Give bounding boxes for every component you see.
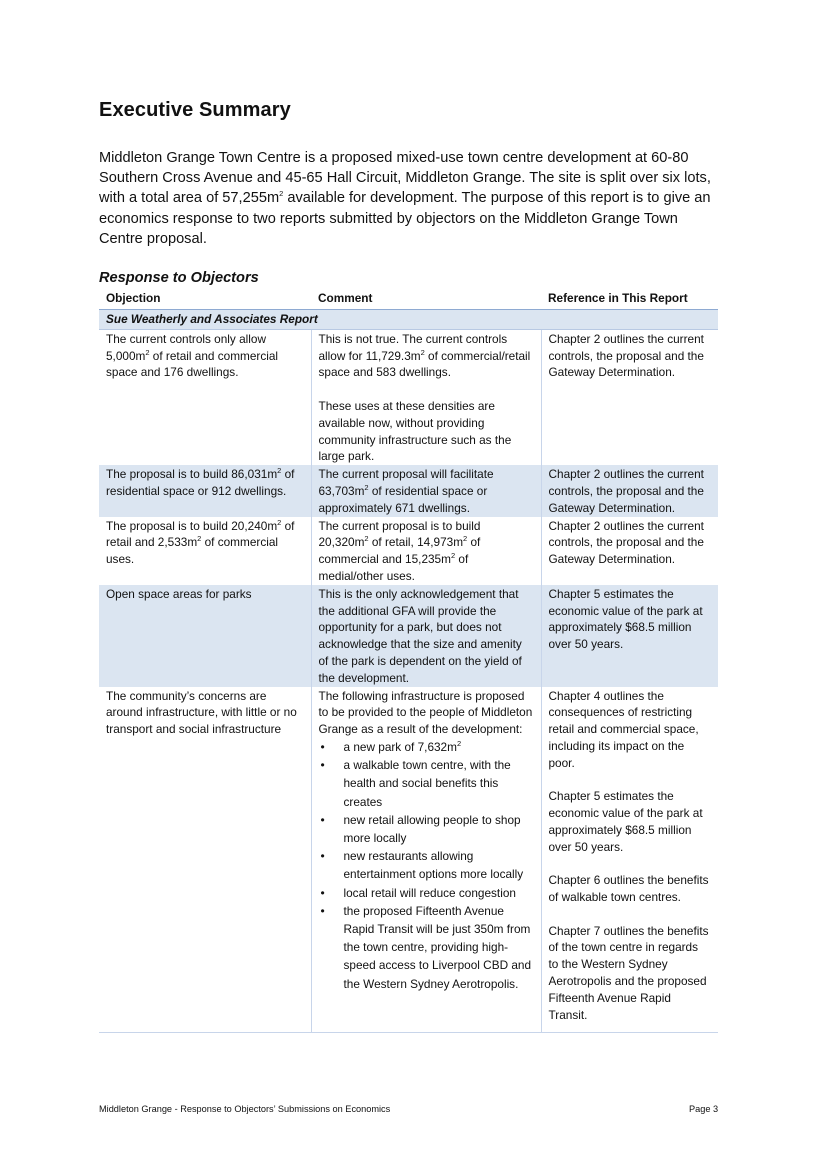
reference-cell: Chapter 2 outlines the current controls, the proposal and the Gateway Determination. [541,329,718,465]
intro-sup: 2 [279,189,284,199]
list-item: • new retail allowing people to shop more locally [319,811,534,847]
page-number: Page 3 [689,1104,719,1114]
comment-cell: This is the only acknowledgement that the additional GFA will provide the opportunity for a park, but does not acknowledge that the size and amenity of the park is dependent on the yield of the development. [311,585,541,687]
list-item: • local retail will reduce congestion [319,884,534,902]
group-label: Sue Weatherly and Associates Report [99,310,718,330]
reference-cell: Chapter 2 outlines the current controls, the proposal and the Gateway Determination. [541,517,718,585]
list-item: • the proposed Fifteenth Avenue Rapid Transit will be just 350m from the town centre, providing high-speed access to Liverpool CBD and the Western Sydney Aerotropolis. [319,902,534,993]
intro-text-b: available for development. The purpose of this report is to give an economics response to two reports submitted by objectors on the Middleton Grange Town Centre proposal. [99,190,711,247]
list-item: • a new park of $7,632m^2$ [319,738,534,756]
table-row [99,687,718,1033]
comment-cell: The following infrastructure is proposed to be provided to the people of Middleton Grange as a result of the development: • a new park of $7,632m^2$ • a walkable town centre, with the health and social benefits this creates • new retail allowing people to shop more locally • new restaurants allowing entertainment options more locally • local retail will reduce congestion • the proposed Fifteenth Avenue Rapid Transit will be just 350m from the town centre, providing high-speed access to Liverpool CBD and the Western Sydney Aerotropolis. [311,687,541,1033]
objection-cell: Open space areas for parks [99,585,311,687]
objection-cell: The proposal is to build $86,031m^2$ of residential space or 912 dwellings. [99,465,311,516]
comment-cell: The current proposal will facilitate $63,703m^2$ of residential space or approximately 671 dwellings. [311,465,541,516]
reference-cell: Chapter 2 outlines the current controls, the proposal and the Gateway Determination. [541,465,718,516]
comment-cell: This is not true. The current controls allow for $11,729.3m^2$ of commercial/retail space and 583 dwellings. These uses at these densities are available now, without providing community infrastructure such as the large park. [311,329,541,465]
objections-table [99,289,718,1033]
objection-cell: The current controls only allow $5,000m^2$ of retail and commercial space and 176 dwellings. [106,331,279,380]
comment-cell: The current proposal is to build $20,320m^2$ of retail, $14,973m^2$ of commercial and $15,235m^2$ of medial/other uses. [311,517,541,585]
infrastructure-list [319,738,534,993]
reference-cell: Chapter 4 outlines the consequences of restricting retail and commercial space, including its impact on the poor. Chapter 5 estimates the economic value of the park at approximately $68.5 million over 50 years. Chapter 6 outlines the benefits of walkable town centres. Chapter 7 outlines the benefits of the town centre in regards to the Western Sydney Aerotropolis and the proposed Fifteenth Avenue Rapid Transit. [541,687,718,1033]
table-row [99,585,718,687]
footer-title: Middleton Grange - Response to Objectors’ Submissions on Economics [99,1104,391,1114]
list-item: • a walkable town centre, with the health and social benefits this creates [319,756,534,811]
list-item: • new restaurants allowing entertainment options more locally [319,847,534,883]
table-row [99,465,718,516]
reference-cell: Chapter 5 estimates the economic value of the park at approximately $68.5 million over 50 years. [541,585,718,687]
objection-cell: The proposal is to build $20,240m^2$ of retail and $2,533m^2$ of commercial uses. [106,517,295,567]
table-group-row [99,310,718,330]
table-row [99,329,718,465]
objection-cell: The community’s concerns are around infrastructure, with little or no transport and social infrastructure [99,687,311,1033]
header-objection: Objection [99,289,311,310]
intro-paragraph [99,148,721,249]
page-title: Executive Summary [99,99,291,121]
header-comment: Comment [311,289,541,310]
header-reference: Reference in This Report [541,289,718,310]
section-title: Response to Objectors [99,270,259,286]
table-row [99,517,718,585]
intro-text-a: Middleton Grange Town Centre is a proposed mixed-use town centre development at 60-80 Southern Cross Avenue and 45-65 Hall Circuit, Middleton Grange. The site is split over six lots, with a total area of 57,255m [99,150,711,207]
table-header-row [99,289,718,310]
